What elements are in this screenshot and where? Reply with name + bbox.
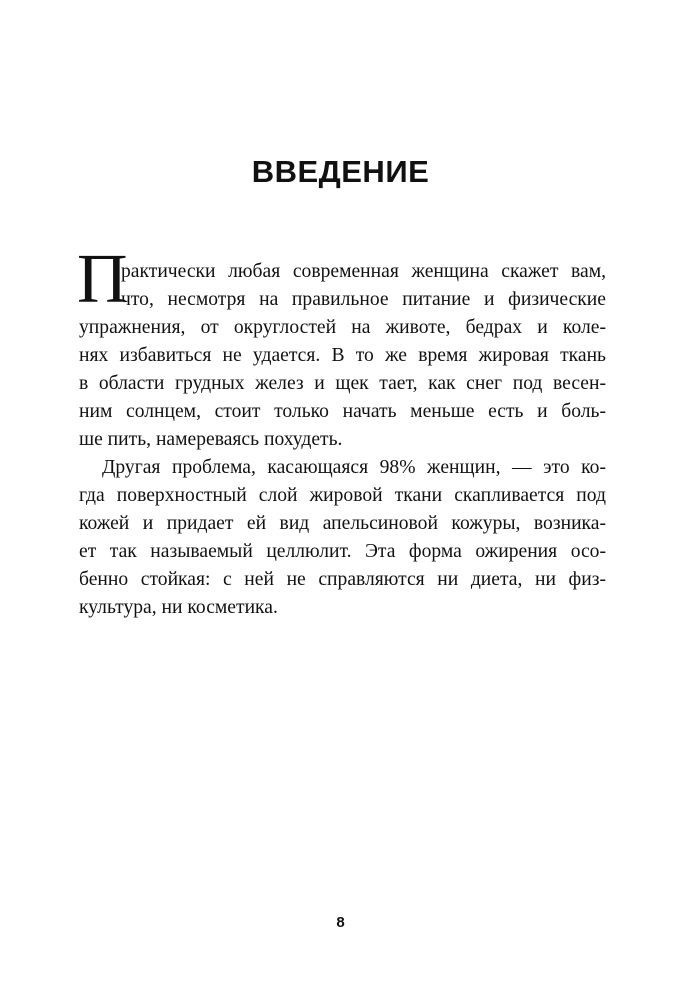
paragraph-line: культура, ни косметика.: [79, 597, 278, 618]
paragraph-line: бенно стойкая: с ней не справляются ни диета, ни физ-: [79, 569, 606, 590]
paragraph-line: ше пить, намереваясь похудеть.: [79, 429, 343, 450]
paragraph-line: Другая проблема, касающаяся 98% женщин, — это ко-: [102, 457, 606, 478]
paragraph-line: ет так называемый целлюлит. Эта форма ожирения осо-: [79, 541, 606, 562]
paragraph-line: кожей и придает ей вид апельсиновой кожуры, возника-: [79, 513, 606, 534]
paragraph-line: гда поверхностный слой жировой ткани скапливается под: [79, 485, 606, 506]
chapter-title: ВВЕДЕНИЕ: [251, 154, 430, 189]
paragraph-line: рактически любая современная женщина скажет вам,: [121, 261, 606, 282]
paragraph-line: нях избавиться не удается. В то же время жировая ткань: [79, 345, 606, 366]
paragraph-line: ним солнцем, стоит только начать меньше есть и боль-: [79, 401, 606, 422]
drop-cap: П: [77, 241, 128, 318]
paragraph-line: что, несмотря на правильное питание и физические: [121, 289, 606, 310]
page-number: 8: [336, 914, 345, 931]
paragraph-line: упражнения, от округлостей на животе, бедрах и коле-: [79, 317, 606, 338]
paragraph-line: в области грудных желез и щек тает, как снег под весен-: [79, 373, 606, 394]
